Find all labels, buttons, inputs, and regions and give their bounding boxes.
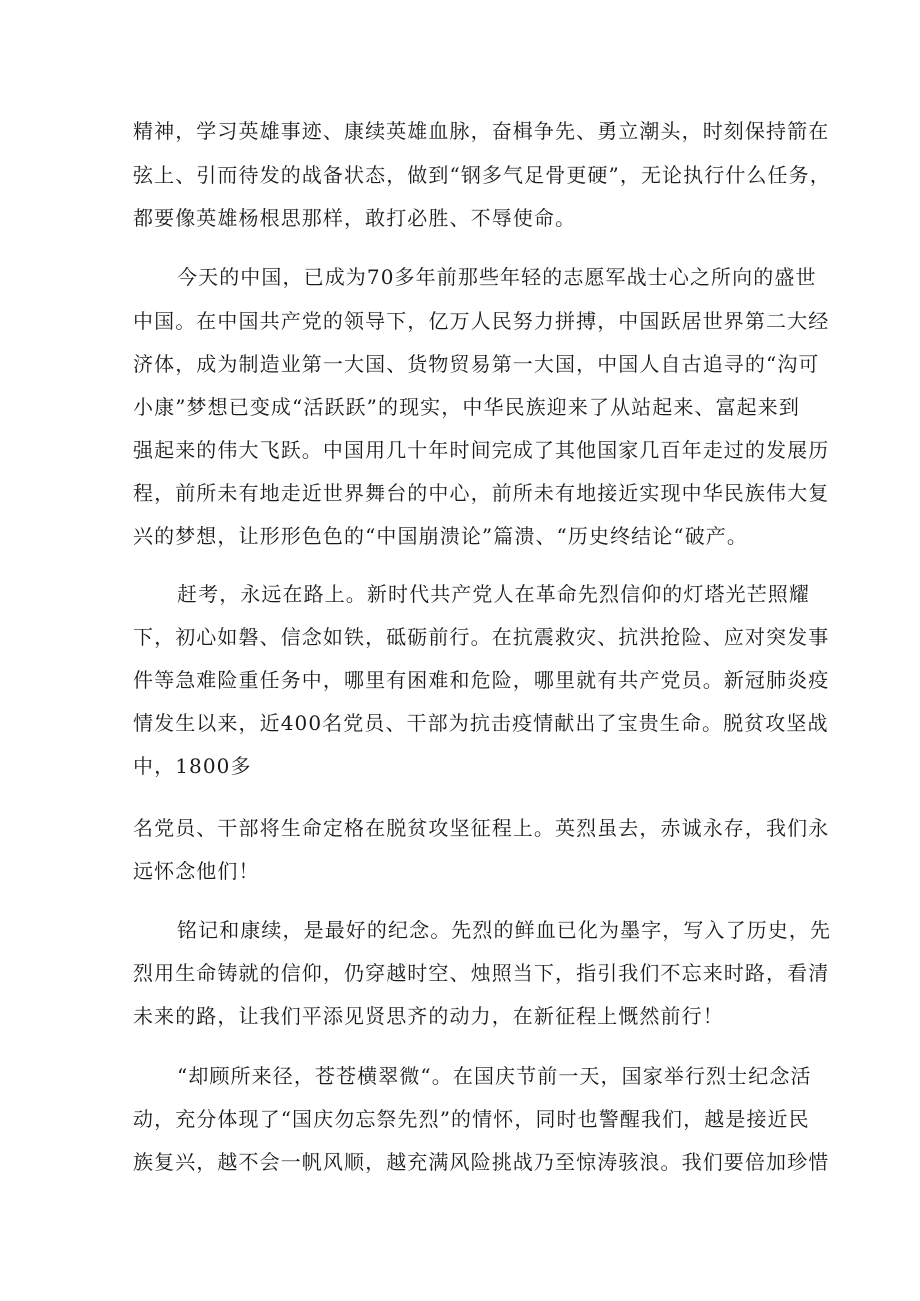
paragraph-1-line-1: 精神，学习英雄事迹、康续英雄血脉，奋楫争先、勇立潮头，时刻保持箭在 <box>133 119 830 143</box>
paragraph-4-line-2: 远怀念他们！ <box>133 859 260 883</box>
paragraph-3-line-1: 赶考，永远在路上。新时代共产党人在革命先烈信仰的灯塔光芒照耀 <box>177 582 810 606</box>
paragraph-2-line-6: 程，前所未有地走近世界舞台的中心，前所未有地接近实现中华民族伟大复 <box>133 481 830 505</box>
paragraph-3-line-4: 情发生以来，近400名党员、干部为抗击疫情献出了宝贵生命。脱贫攻坚战 <box>133 711 829 735</box>
paragraph-1-line-2: 弦上、引而待发的战备状态，做到“钢多气足骨更硬”，无论执行什么任务， <box>133 163 831 187</box>
paragraph-2-line-3: 济体，成为制造业第一大国、货物贸易第一大国，中国人自古追寻的“沟可 <box>133 352 820 376</box>
paragraph-3-line-5: 中，1800多 <box>133 754 252 778</box>
paragraph-5-line-3: 未来的路，让我们平添见贤思齐的动力，在新征程上慨然前行！ <box>133 1004 724 1028</box>
paragraph-5-line-1: 铭记和康续，是最好的纪念。先烈的鲜血已化为墨字，写入了历史，先 <box>177 918 832 942</box>
paragraph-2-line-1: 今天的中国，已成为70多年前那些年轻的志愿军战士心之所向的盛世 <box>177 265 817 289</box>
paragraph-3-line-3: 件等急难险重任务中，哪里有困难和危险，哪里就有共产党员。新冠肺炎疫 <box>133 668 830 692</box>
paragraph-3-line-2: 下，初心如磐、信念如铁，砥砺前行。在抗震救灾、抗洪抢险、应对突发事 <box>133 625 830 649</box>
paragraph-2-line-4: 小康”梦想已变成“活跃跃”的现实，中华民族迎来了从站起来、富起来到 <box>133 395 800 419</box>
paragraph-2-line-7: 兴的梦想，让形形色色的“中国崩溃论”篇溃、“历史终结论“破产。 <box>133 524 748 548</box>
paragraph-1-line-3: 都要像英雄杨根思那样，敢打必胜、不辱使命。 <box>133 206 577 230</box>
paragraph-6-line-2: 动，充分体现了“国庆勿忘祭先烈”的情怀，同时也警醒我们，越是接近民 <box>133 1107 810 1131</box>
paragraph-6-line-1: “却顾所来径，苍苍横翠微“。在国庆节前一天，国家举行烈士纪念活 <box>177 1064 812 1088</box>
paragraph-2-line-5: 强起来的伟大飞跃。中国用几十年时间完成了其他国家几百年走过的发展历 <box>133 438 830 462</box>
paragraph-4-line-1: 名党员、干部将生命定格在脱贫攻坚征程上。英烈虽去，赤诚永存，我们永 <box>133 816 830 840</box>
paragraph-5-line-2: 烈用生命铸就的信仰，仍穿越时空、烛照当下，指引我们不忘来时路，看清 <box>133 961 830 985</box>
paragraph-2-line-2: 中国。在中国共产党的领导下，亿万人民努力拼搏，中国跃居世界第二大经 <box>133 309 830 333</box>
paragraph-6-line-3: 族复兴，越不会一帆风顺，越充满风险挑战乃至惊涛骇浪。我们要倍加珍惜 <box>133 1150 830 1174</box>
